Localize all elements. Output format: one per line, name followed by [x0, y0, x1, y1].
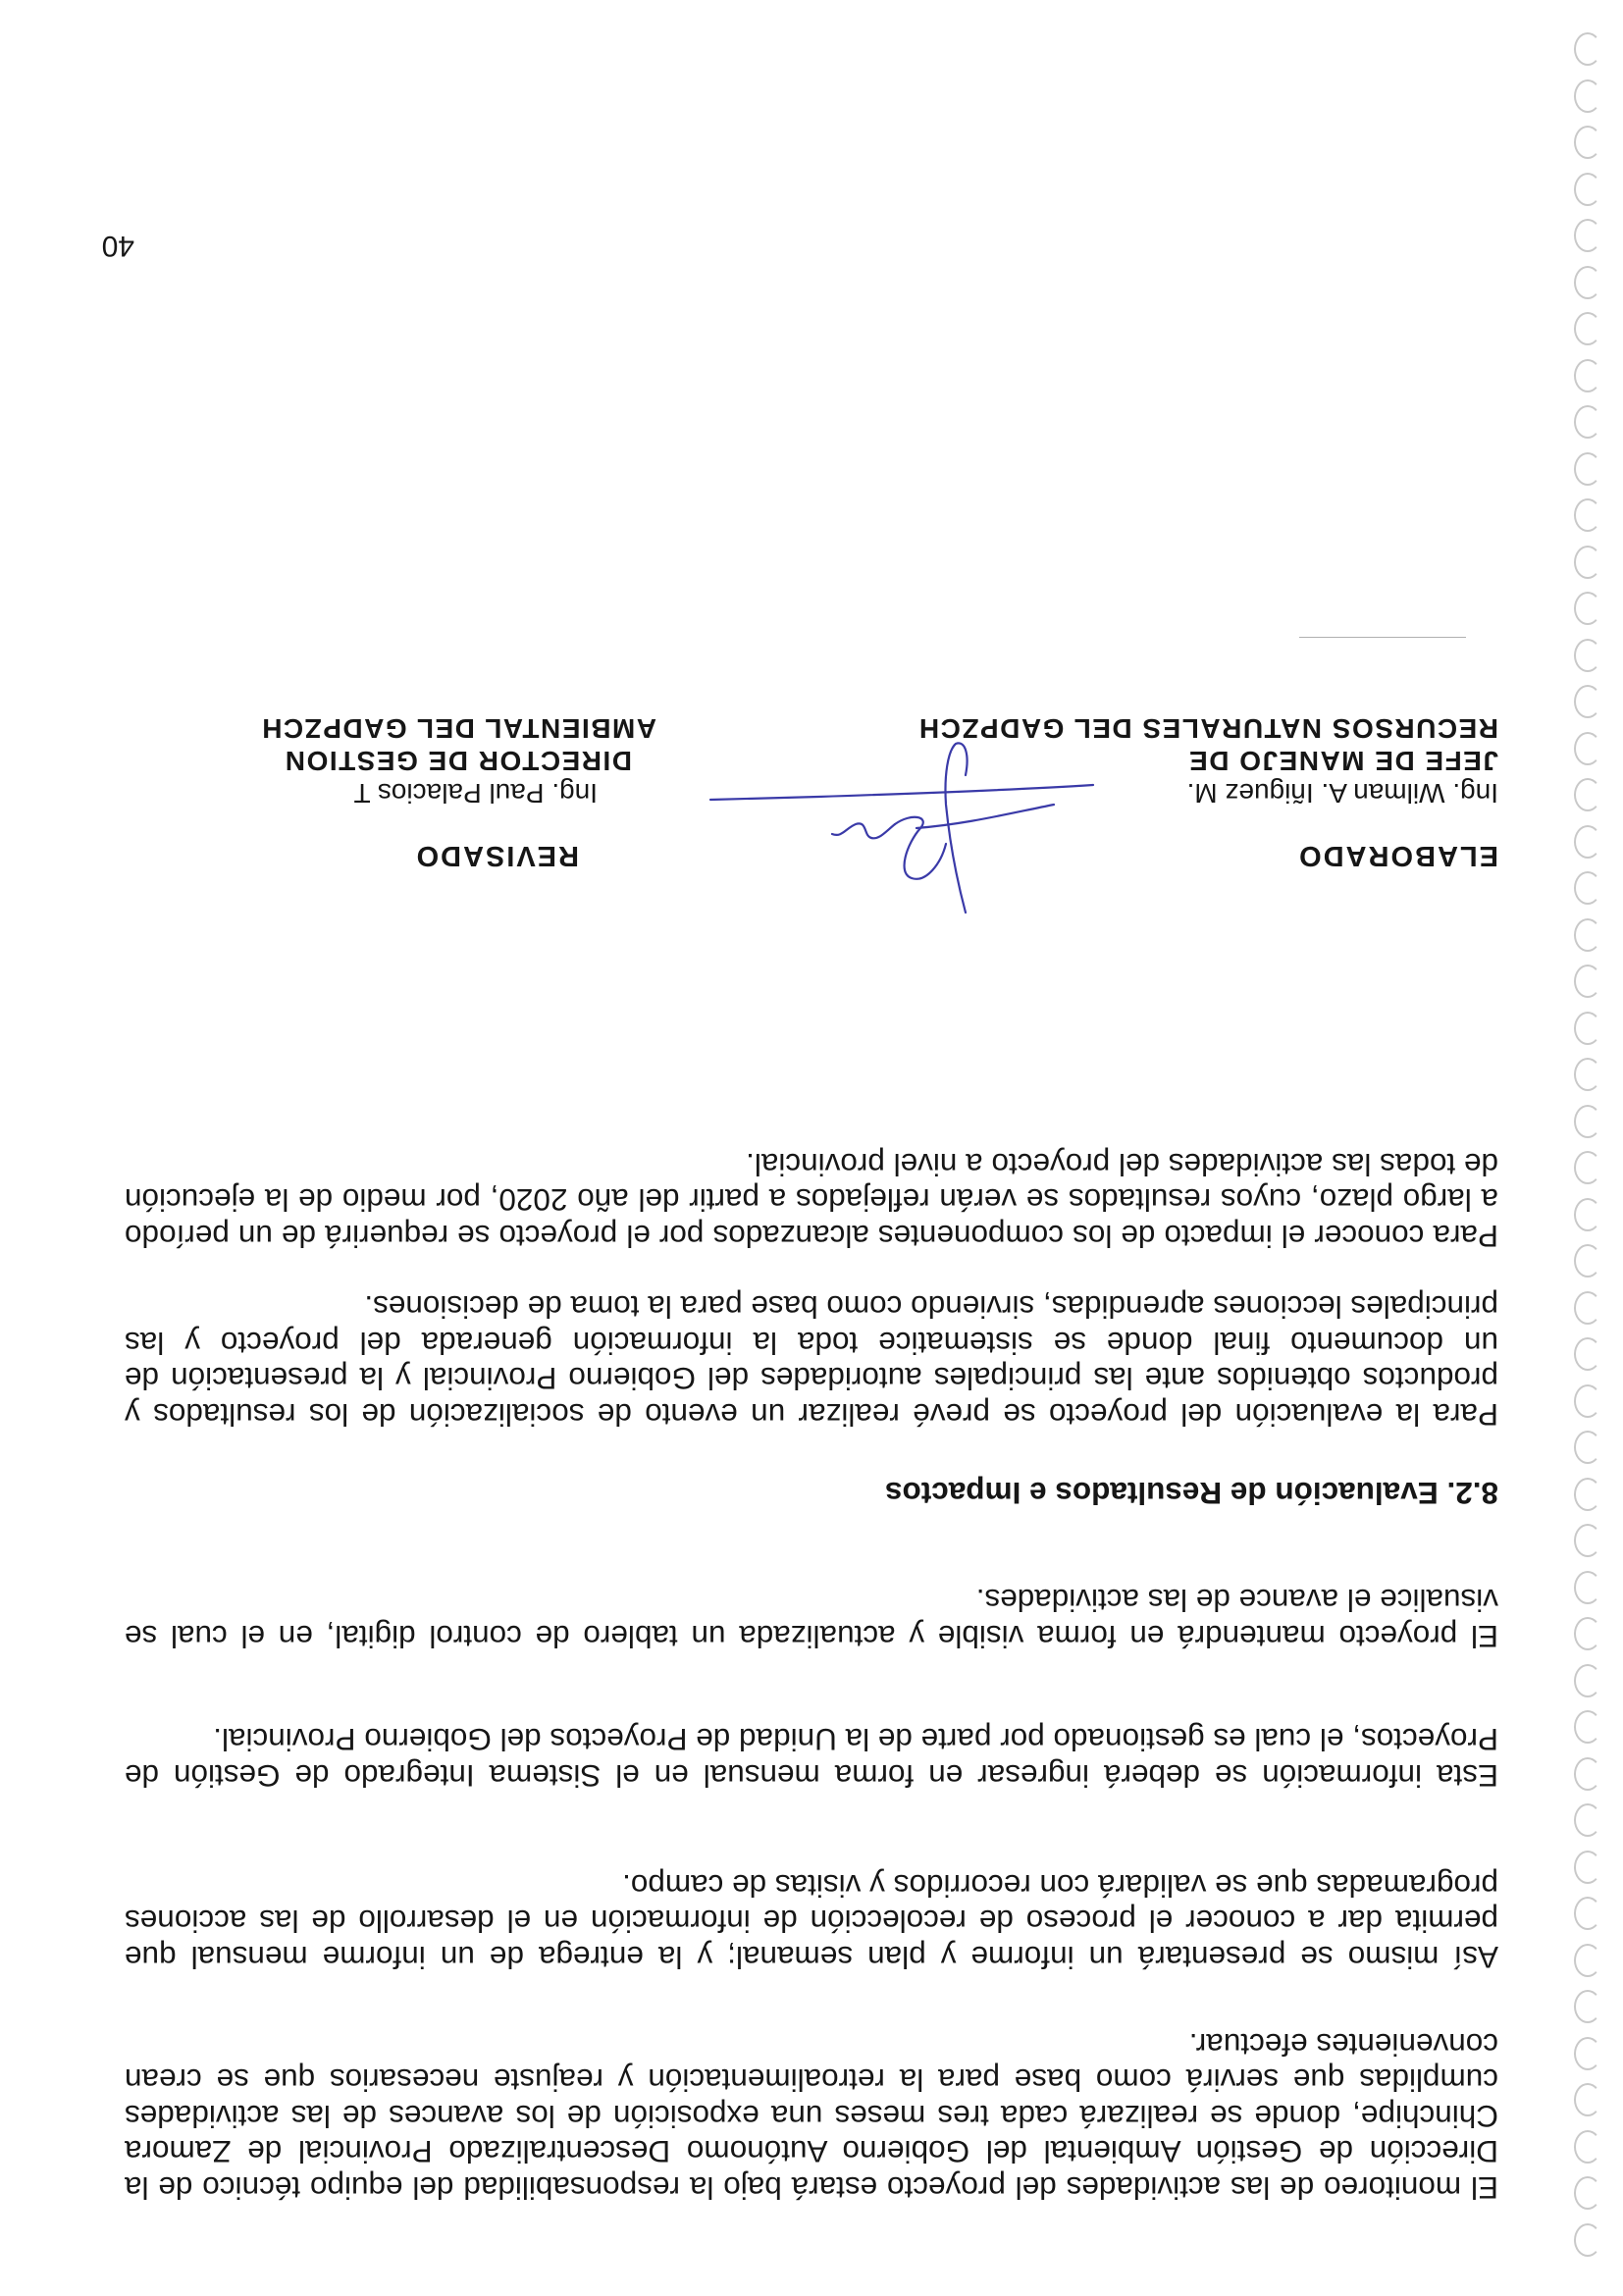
- binding-hole: [1574, 1664, 1601, 1697]
- binding-hole: [1574, 1571, 1601, 1604]
- binding-hole: [1574, 1245, 1601, 1278]
- binding-hole: [1574, 79, 1601, 113]
- binding-hole: [1574, 2177, 1601, 2211]
- binding-hole: [1574, 1152, 1601, 1185]
- binding-hole: [1574, 2037, 1601, 2070]
- binding-hole: [1574, 406, 1601, 440]
- binding-hole: [1574, 639, 1601, 672]
- label-revisado: REVISADO: [414, 840, 579, 871]
- binding-hole: [1574, 127, 1601, 160]
- signatory-elaborado-name: Ing. Wilman A. Iñiguez M.: [1186, 778, 1498, 809]
- binding-hole: [1574, 825, 1601, 859]
- binding-hole: [1574, 220, 1601, 253]
- binding-hole: [1574, 1525, 1601, 1558]
- signatory-elaborado-title-2: RECURSOS NATURALES DEL GADPZCH: [917, 713, 1498, 744]
- binding-hole: [1574, 313, 1601, 346]
- binding-hole: [1574, 1198, 1601, 1231]
- section-heading: 8.2. Evaluación de Resultados e Impactos: [885, 1476, 1498, 1511]
- binding-hole: [1574, 2084, 1601, 2117]
- binding-hole: [1574, 1384, 1601, 1418]
- binding-hole: [1574, 779, 1601, 812]
- signatory-revisado-title-1: DIRECTOR DE GESTION: [284, 746, 632, 776]
- binding-hole: [1574, 1851, 1601, 1884]
- binding-hole: [1574, 593, 1601, 626]
- binding-hole: [1574, 2130, 1601, 2164]
- paragraph-informe-semanal: Así mismo se presentará un informe y plan semanal; y la entrega de un informe mensual que permita dar a conocer el proceso de recolección de información en el desarrollo de las acciones programadas que se validará con recorridos y visitas de campo.: [125, 1868, 1498, 1975]
- binding-hole: [1574, 359, 1601, 392]
- binding-hole: [1574, 1432, 1601, 1465]
- signatory-revisado: [261, 712, 656, 809]
- binding-holes: [1564, 0, 1623, 2296]
- binding-hole: [1574, 1804, 1601, 1838]
- binding-hole: [1574, 546, 1601, 579]
- binding-hole: [1574, 918, 1601, 952]
- margin-rule: [1299, 637, 1466, 638]
- paragraph-sistema-integrado: Esta información se deberá ingresar en forma mensual en el Sistema Integrado de Gestión de Proyectos, el cual es gestionado por parte de la Unidad de Proyectos del Gobierno Provincial.: [125, 1722, 1498, 1794]
- binding-hole: [1574, 872, 1601, 906]
- paragraph-monitoreo: El monitoreo de las actividades del proyecto estará bajo la responsabilidad del equipo técnico de la Dirección de Gestión Ambiental del Gobierno Autónomo Descentralizado Provincial de Zamora Chinchipe, donde se realizará cada tres meses una exposición de los avances de las actividades cumplidas que servirá como base para la retroalimentación y reajuste necesarios que se crean convenientes efectuar.: [125, 2027, 1498, 2206]
- binding-hole: [1574, 965, 1601, 999]
- binding-hole: [1574, 1991, 1601, 2024]
- binding-hole: [1574, 1711, 1601, 1745]
- binding-hole: [1574, 1012, 1601, 1045]
- binding-hole: [1574, 173, 1601, 206]
- binding-hole: [1574, 1291, 1601, 1325]
- page-number: 40: [101, 230, 134, 262]
- binding-hole: [1574, 1757, 1601, 1791]
- binding-hole: [1574, 266, 1601, 299]
- binding-hole: [1574, 499, 1601, 533]
- binding-hole: [1574, 33, 1601, 67]
- signatory-revisado-title-2: AMBIENTAL DEL GADPZCH: [260, 713, 656, 744]
- signatory-elaborado: [917, 712, 1498, 809]
- paragraph-tablero-control: El proyecto mantendrá en forma visible y actualizada un tablero de control digital, en el cual se visualice el avance de las actividades.: [125, 1583, 1498, 1654]
- binding-hole: [1574, 1898, 1601, 1931]
- signatory-elaborado-title-1: JEFE DE MANEJO DE: [1187, 746, 1498, 776]
- paragraph-impacto: Para conocer el impacto de los componentes alcanzados por el proyecto se requerirá de un período a largo plazo, cuyos resultados se verán reflejados a partir del año 2020, por medio de la ejecución de todas las actividades del proyecto a nivel provincial.: [125, 1147, 1498, 1254]
- binding-hole: [1574, 732, 1601, 765]
- binding-hole: [1574, 1944, 1601, 1977]
- binding-hole: [1574, 686, 1601, 719]
- binding-hole: [1574, 1338, 1601, 1372]
- label-elaborado: ELABORADO: [1297, 840, 1498, 871]
- binding-hole: [1574, 2223, 1601, 2257]
- signatory-revisado-name: Ing. Paul Palacios T: [353, 778, 598, 809]
- binding-hole: [1574, 452, 1601, 486]
- binding-hole: [1574, 1478, 1601, 1511]
- paragraph-evaluacion: Para la evaluación del proyecto se prevé realizar un evento de socialización de los resultados y productos obtenidos ante las principales autoridades del Gobierno Provincial y la presentación de un documento final donde se sistematice toda la información generada del proyecto y las principales lecciones aprendidas, sirviendo como base para la toma de decisiones.: [125, 1289, 1498, 1433]
- binding-hole: [1574, 1059, 1601, 1092]
- binding-hole: [1574, 1105, 1601, 1138]
- binding-hole: [1574, 1618, 1601, 1651]
